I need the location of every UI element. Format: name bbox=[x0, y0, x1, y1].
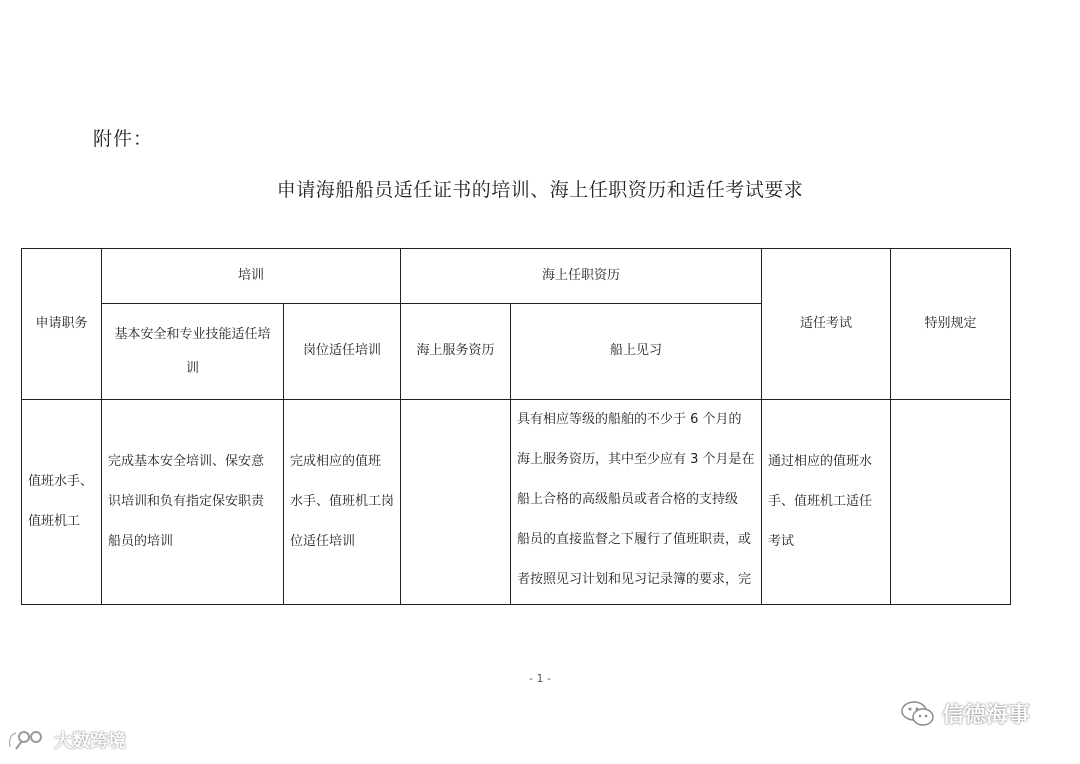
cell-post-training bbox=[284, 400, 401, 605]
cell-internship-line3: 船上合格的高级船员或者合格的支持级 bbox=[517, 492, 739, 507]
table-row bbox=[22, 400, 1011, 605]
header-post-training: 岗位适任培训 bbox=[284, 304, 401, 400]
watermark-right bbox=[900, 698, 1030, 729]
header-training: 培训 bbox=[102, 249, 401, 304]
cell-internship-line4: 船员的直接监督之下履行了值班职责，或 bbox=[517, 532, 752, 547]
cell-special bbox=[891, 400, 1011, 605]
page-number: - 1 - bbox=[529, 672, 551, 685]
watermark-left-text: 大数跨境 bbox=[54, 731, 126, 752]
header-sea-service: 海上任职资历 bbox=[401, 249, 762, 304]
cell-internship-line1: 具有相应等级的船舶的不少于 6 个月的 bbox=[517, 412, 742, 427]
wechat-icon bbox=[900, 699, 936, 729]
cell-position-line1: 值班水手、 bbox=[28, 474, 94, 489]
cell-exam-line1: 通过相应的值班水 bbox=[768, 454, 873, 469]
document-title: 申请海船船员适任证书的培训、海上任职资历和适任考试要求 bbox=[276, 179, 804, 201]
header-basic-safety-training bbox=[102, 304, 284, 400]
cell-basic-training-line2: 识培训和负有指定保安职责 bbox=[108, 494, 265, 509]
header-basic-safety-line2: 训 bbox=[185, 360, 199, 376]
watermark-right-text: 信德海事 bbox=[942, 703, 1031, 728]
cell-exam bbox=[762, 400, 891, 605]
cell-exam-line2: 手、值班机工适任 bbox=[768, 494, 873, 509]
watermark-left bbox=[6, 727, 126, 753]
cell-sea-service-record bbox=[401, 400, 511, 605]
cell-internship-line5: 者按照见习计划和见习记录簿的要求，完 bbox=[517, 572, 752, 587]
header-basic-safety-line1: 基本安全和专业技能适任培 bbox=[114, 326, 271, 342]
header-position: 申请职务 bbox=[22, 249, 102, 400]
cell-basic-training-line1: 完成基本安全培训、保安意 bbox=[108, 454, 265, 469]
cell-exam-line3: 考试 bbox=[768, 534, 795, 549]
header-sea-service-record: 海上服务资历 bbox=[401, 304, 511, 400]
header-onboard-internship: 船上见习 bbox=[511, 304, 762, 400]
requirements-table bbox=[21, 248, 1011, 605]
cell-position-line2: 值班机工 bbox=[28, 514, 81, 529]
cell-post-training-line2: 水手、值班机工岗 bbox=[290, 494, 395, 509]
cell-basic-training bbox=[102, 400, 284, 605]
cell-basic-training-line3: 船员的培训 bbox=[108, 534, 174, 549]
cell-onboard-internship bbox=[511, 400, 762, 605]
cell-position bbox=[22, 400, 102, 605]
header-special: 特别规定 bbox=[891, 249, 1011, 400]
cell-internship-line2: 海上服务资历，其中至少应有 3 个月是在 bbox=[517, 452, 755, 467]
cell-post-training-line1: 完成相应的值班 bbox=[290, 454, 382, 469]
brand-logo-icon bbox=[6, 727, 50, 753]
header-exam: 适任考试 bbox=[762, 249, 891, 400]
cell-post-training-line3: 位适任培训 bbox=[290, 534, 356, 549]
attachment-label: 附件： bbox=[93, 128, 154, 150]
